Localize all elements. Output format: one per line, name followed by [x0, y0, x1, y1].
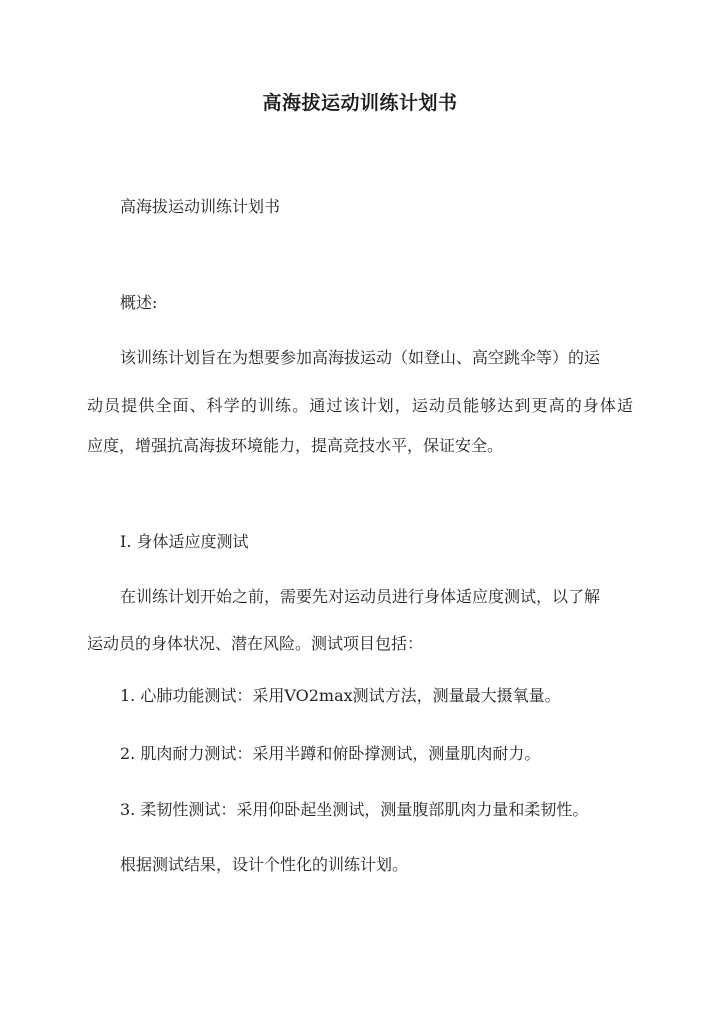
test-item-1: 1. 心肺功能测试：采用VO2max测试方法，测量最大摄氧量。 — [120, 686, 561, 705]
overview-line-1: 该训练计划旨在为想要参加高海拔运动（如登山、高空跳伞等）的运 — [120, 348, 601, 367]
section1-conclusion: 根据测试结果，设计个性化的训练计划。 — [120, 855, 409, 874]
overview-line-3: 应度，增强抗高海拔环境能力，提高竞技水平，保证安全。 — [87, 436, 504, 455]
section1-intro-line-2: 运动员的身体状况、潜在风险。测试项目包括： — [87, 634, 424, 653]
section1-heading: I. 身体适应度测试 — [120, 532, 249, 551]
overview-heading: 概述: — [120, 293, 158, 312]
overview-line-2: 动员提供全面、科学的训练。通过该计划，运动员能够达到更高的身体适 — [87, 396, 633, 415]
test-item-3: 3. 柔韧性测试：采用仰卧起坐测试，测量腹部肌肉力量和柔韧性。 — [120, 800, 589, 819]
document-title: 高海拔运动训练计划书 — [262, 92, 458, 114]
test-item-2: 2. 肌肉耐力测试：采用半蹲和俯卧撑测试，测量肌肉耐力。 — [120, 744, 541, 763]
document-subtitle: 高海拔运动训练计划书 — [120, 197, 281, 216]
section1-intro-line-1: 在训练计划开始之前，需要先对运动员进行身体适应度测试，以了解 — [120, 587, 601, 606]
